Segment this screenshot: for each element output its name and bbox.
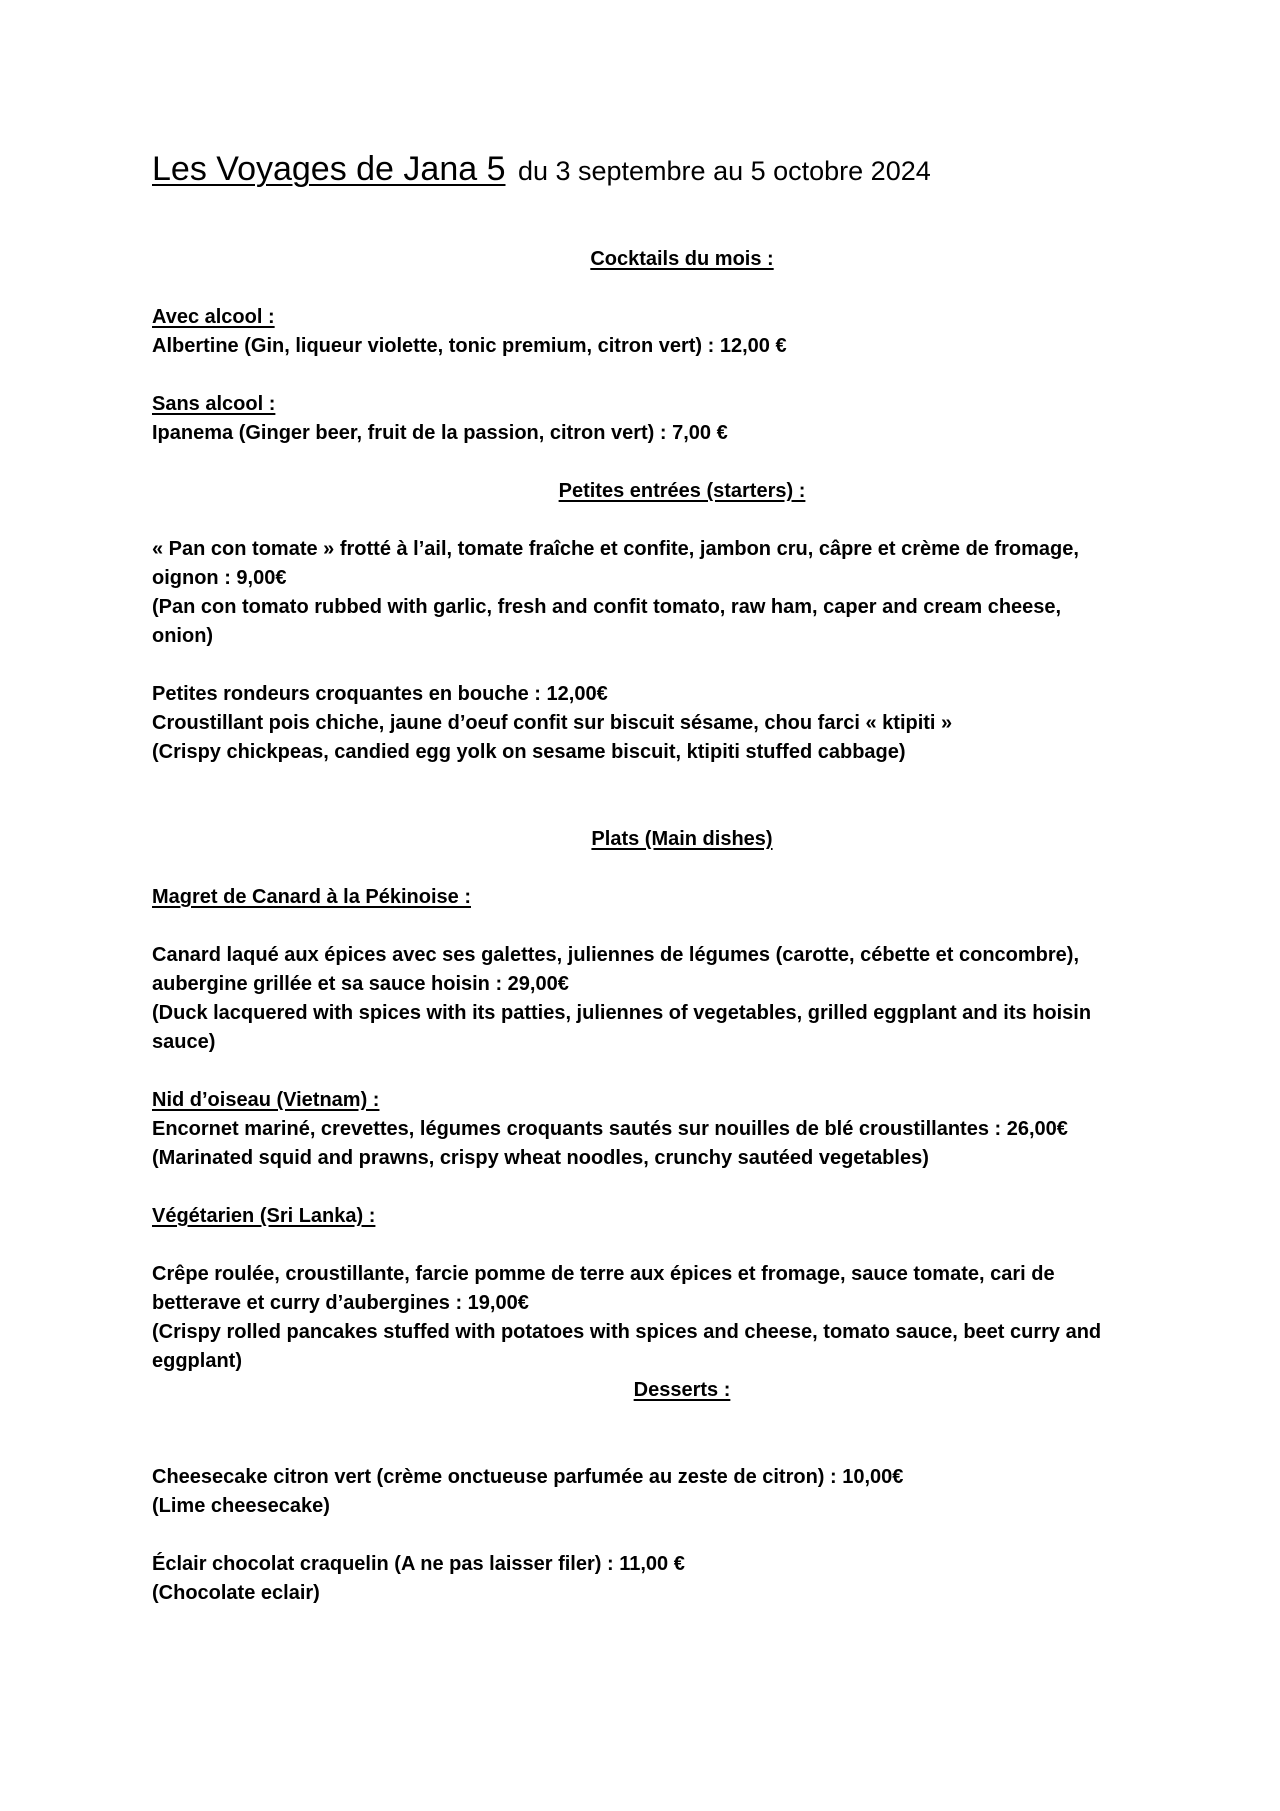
dessert-cheesecake-fr: Cheesecake citron vert (crème onctueuse parfumée au zeste de citron) : 10,00€ <box>152 1466 904 1488</box>
duck-en-1: (Duck lacquered with spices with its patties, juliennes of vegetables, grilled eggplant and its hoisin <box>152 1002 1092 1024</box>
dessert-cheesecake-en: (Lime cheesecake) <box>152 1495 330 1517</box>
vegetarian-en-2: eggplant) <box>152 1350 242 1372</box>
cocktail-ipanema: Ipanema (Ginger beer, fruit de la passion, citron vert) : 7,00 € <box>152 422 728 444</box>
without-alcohol-label: Sans alcool : <box>152 393 276 415</box>
starter-pan-con-tomate-fr-1: « Pan con tomate » frotté à l’ail, tomate fraîche et confite, jambon cru, câpre et crème de fromage, <box>152 538 1079 560</box>
date-range: du 3 septembre au 5 octobre 2024 <box>517 156 931 186</box>
nest-label: Nid d’oiseau (Vietnam) : <box>152 1089 380 1111</box>
starters-heading: Petites entrées (starters) : <box>558 480 806 502</box>
cocktail-albertine: Albertine (Gin, liqueur violette, tonic premium, citron vert) : 12,00 € <box>152 335 787 357</box>
page-title: Les Voyages de Jana 5 <box>152 150 506 188</box>
vegetarian-fr-2: betterave et curry d’aubergines : 19,00€ <box>152 1292 529 1314</box>
vegetarian-en-1: (Crispy rolled pancakes stuffed with potatoes with spices and cheese, tomato sauce, beet curry and <box>152 1321 1102 1343</box>
nest-en: (Marinated squid and prawns, crispy wheat noodles, crunchy sautéed vegetables) <box>152 1147 929 1169</box>
dessert-eclair-en: (Chocolate eclair) <box>152 1582 320 1604</box>
cocktails-heading: Cocktails du mois : <box>590 248 774 270</box>
menu-content <box>152 150 1152 1608</box>
duck-label: Magret de Canard à la Pékinoise : <box>152 886 471 908</box>
nest-fr: Encornet mariné, crevettes, légumes croquants sautés sur nouilles de blé croustillantes : 26,00€ <box>152 1118 1068 1140</box>
page-title-row <box>152 150 1152 198</box>
starter-rondeurs-title: Petites rondeurs croquantes en bouche : 12,00€ <box>152 683 608 705</box>
starter-pan-con-tomate-fr-2: oignon : 9,00€ <box>152 567 287 589</box>
duck-en-2: sauce) <box>152 1031 216 1053</box>
desserts-heading: Desserts : <box>633 1379 731 1401</box>
duck-fr-2: aubergine grillée et sa sauce hoisin : 29,00€ <box>152 973 569 995</box>
starter-rondeurs-en: (Crispy chickpeas, candied egg yolk on sesame biscuit, ktipiti stuffed cabbage) <box>152 741 906 763</box>
mains-heading: Plats (Main dishes) <box>591 828 773 850</box>
dessert-eclair-fr: Éclair chocolat craquelin (A ne pas laisser filer) : 11,00 € <box>152 1553 685 1575</box>
starter-rondeurs-fr: Croustillant pois chiche, jaune d’oeuf confit sur biscuit sésame, chou farci « ktipiti » <box>152 712 953 734</box>
vegetarian-label: Végétarien (Sri Lanka) : <box>152 1205 376 1227</box>
duck-fr-1: Canard laqué aux épices avec ses galettes, juliennes de légumes (carotte, cébette et concombre), <box>152 944 1080 966</box>
starter-pan-con-tomate-en-1: (Pan con tomato rubbed with garlic, fresh and confit tomato, raw ham, caper and cream cheese, <box>152 596 1062 618</box>
with-alcohol-label: Avec alcool : <box>152 306 275 328</box>
vegetarian-fr-1: Crêpe roulée, croustillante, farcie pomme de terre aux épices et fromage, sauce tomate, cari de <box>152 1263 1055 1285</box>
starter-pan-con-tomate-en-2: onion) <box>152 625 214 647</box>
